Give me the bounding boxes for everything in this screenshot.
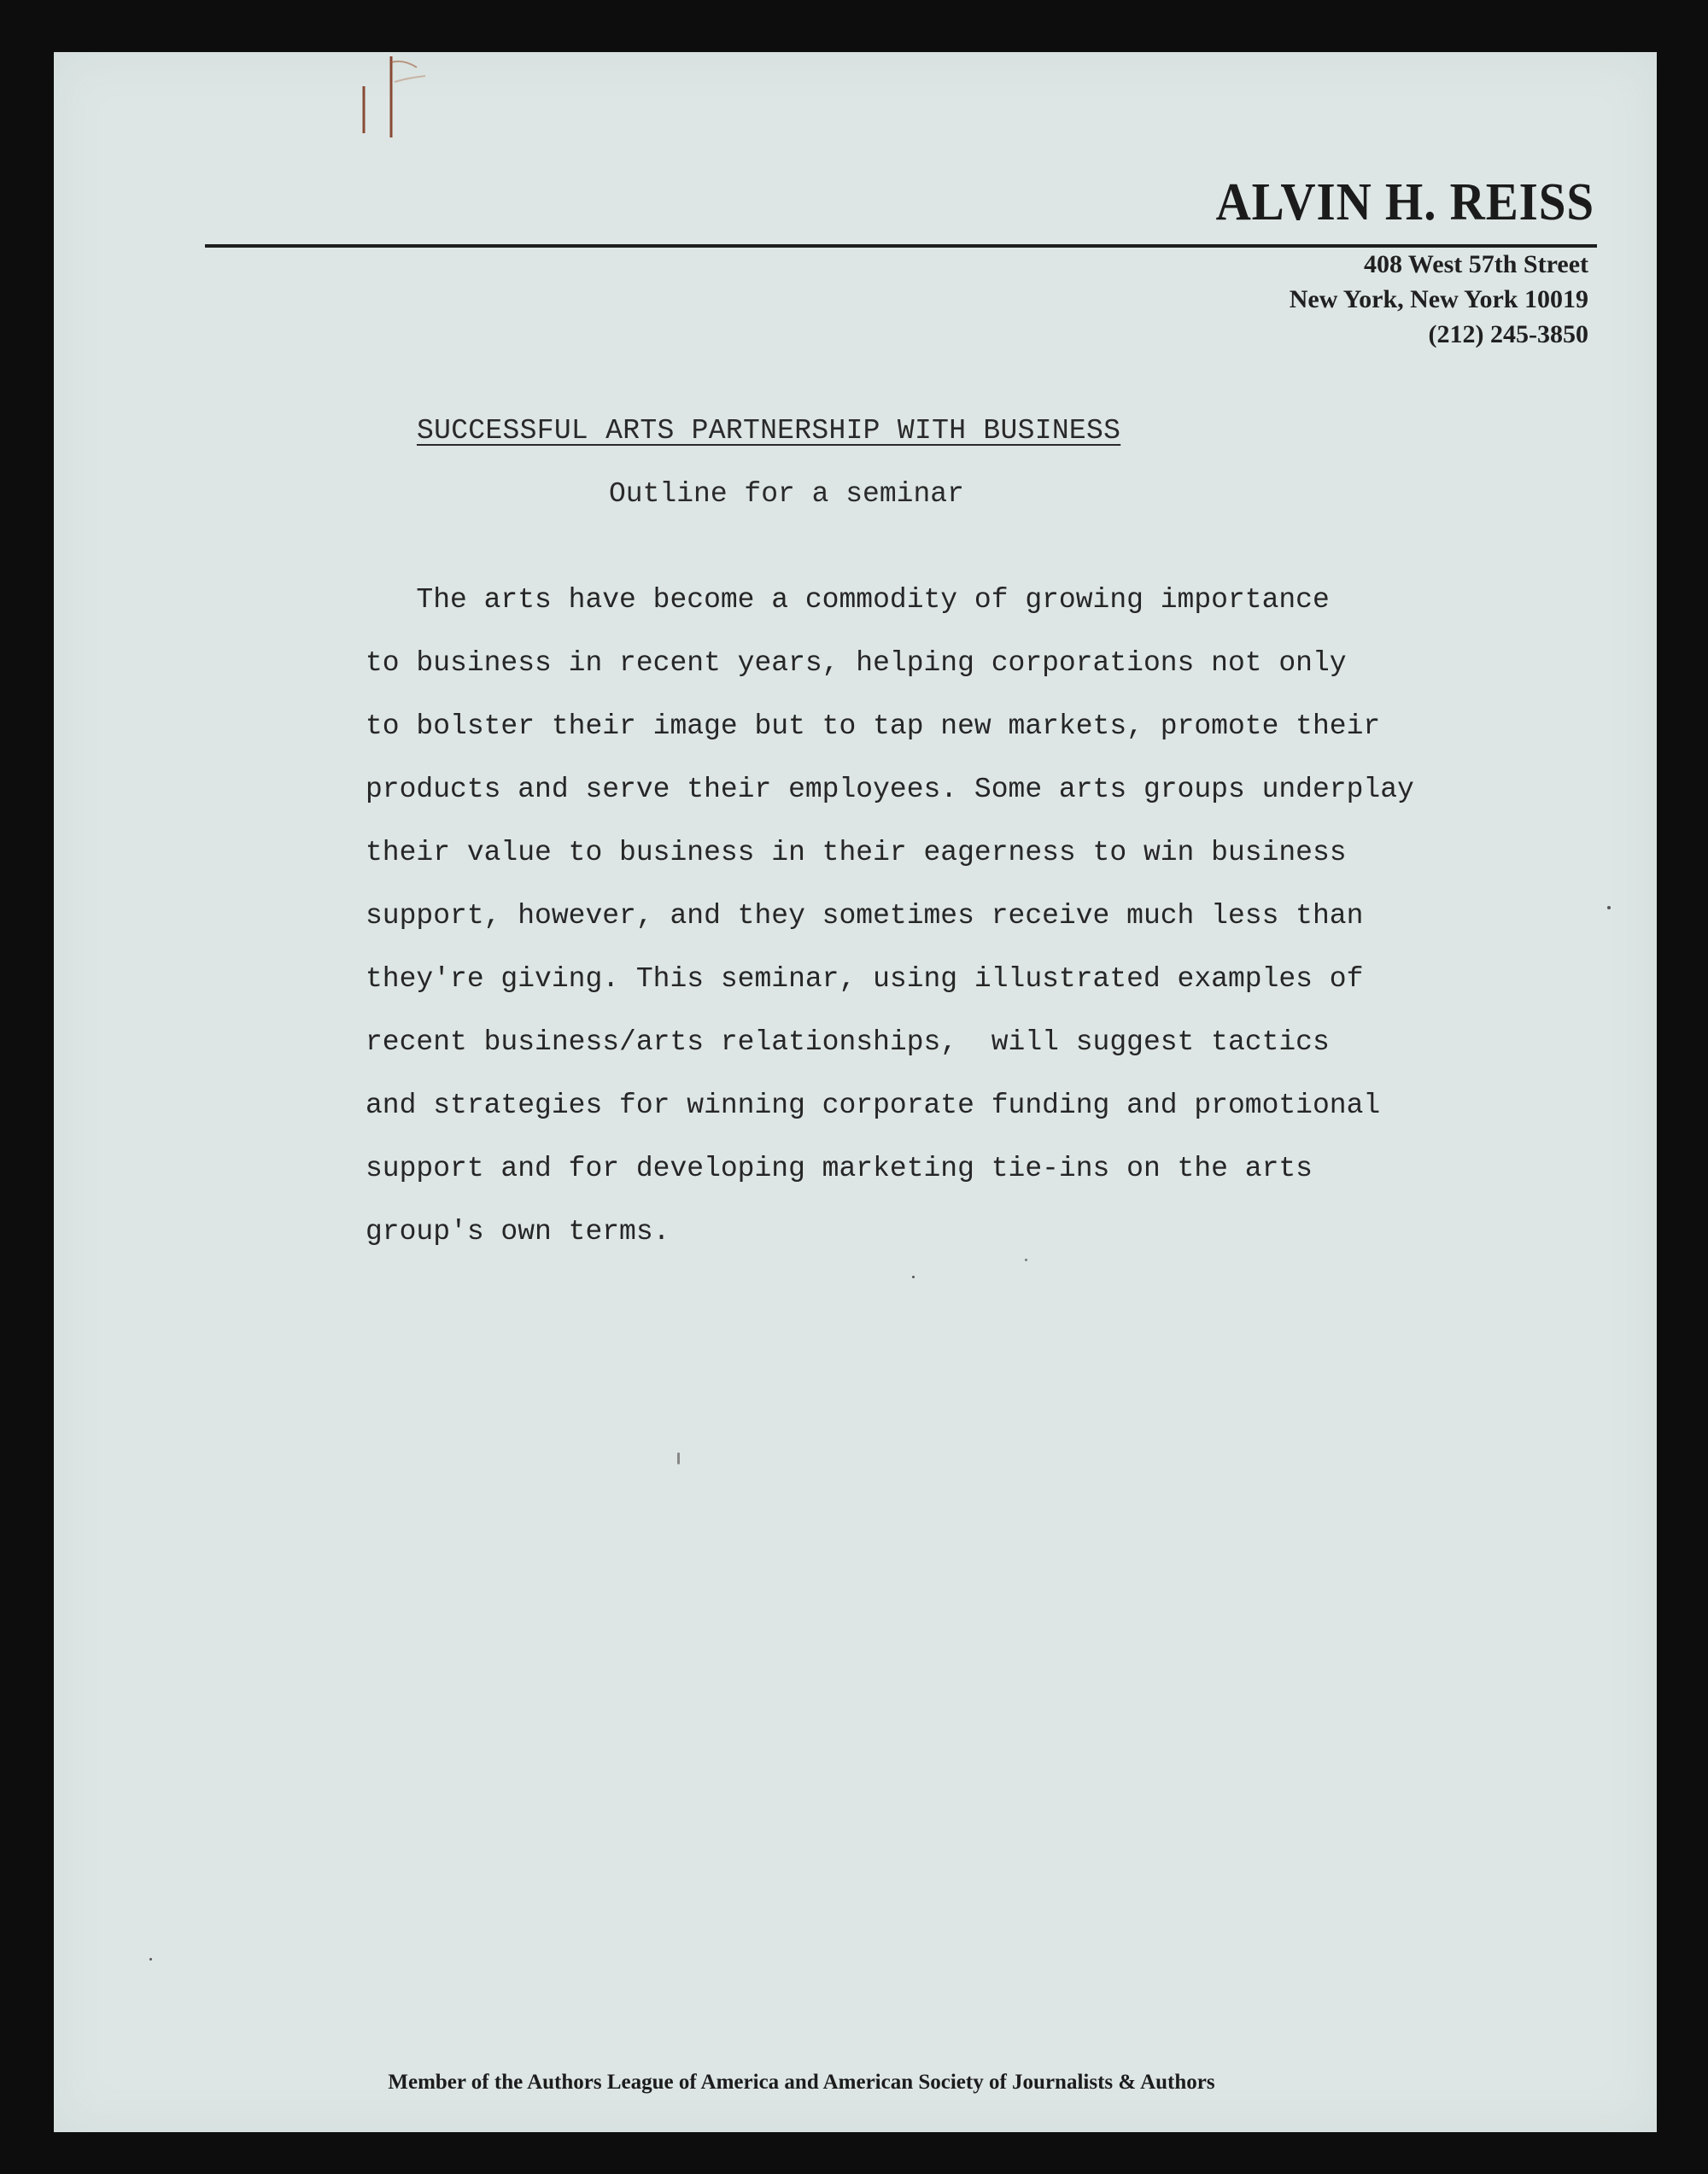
letter-page: [54, 52, 1657, 2132]
body-line: their value to business in their eagerness to win business: [366, 837, 1347, 868]
body-line: The arts have become a commodity of growing importance: [366, 584, 1330, 616]
body-line: and strategies for winning corporate funding and promotional: [366, 1090, 1381, 1121]
paper-speck: [912, 1276, 915, 1278]
address-phone: (212) 245-3850: [1428, 320, 1588, 348]
address-street: 408 West 57th Street: [1363, 250, 1588, 278]
paper-speck: [1607, 906, 1611, 909]
body-line: group's own terms.: [366, 1216, 670, 1248]
body-line: support and for developing marketing tie-ins on the arts: [366, 1153, 1313, 1184]
letterhead-address: [1290, 247, 1588, 352]
paper-speck: [677, 1452, 680, 1464]
body-line: they're giving. This seminar, using illustrated examples of: [366, 963, 1364, 995]
body-line: to bolster their image but to tap new markets, promote their: [366, 710, 1381, 742]
paper-speck: [1025, 1259, 1027, 1261]
body-line: to business in recent years, helping corporations not only: [366, 647, 1347, 679]
body-line: recent business/arts relationships, will suggest tactics: [366, 1026, 1330, 1058]
address-city: New York, New York 10019: [1289, 285, 1588, 313]
letterhead-name: ALVIN H. REISS: [1215, 173, 1594, 231]
body-line: products and serve their employees. Some arts groups underplay: [366, 774, 1414, 805]
document-subtitle: Outline for a seminar: [609, 478, 964, 510]
document-title: SUCCESSFUL ARTS PARTNERSHIP WITH BUSINESS: [417, 415, 1121, 447]
staple-rust-mark-icon: [357, 52, 434, 146]
paper-speck: [149, 1958, 152, 1961]
body-line: support, however, and they sometimes receive much less than: [366, 900, 1364, 932]
letterhead-footer: Member of the Authors League of America and American Society of Journalists & Authors: [388, 2071, 1215, 2094]
document-body: [366, 569, 1561, 1264]
